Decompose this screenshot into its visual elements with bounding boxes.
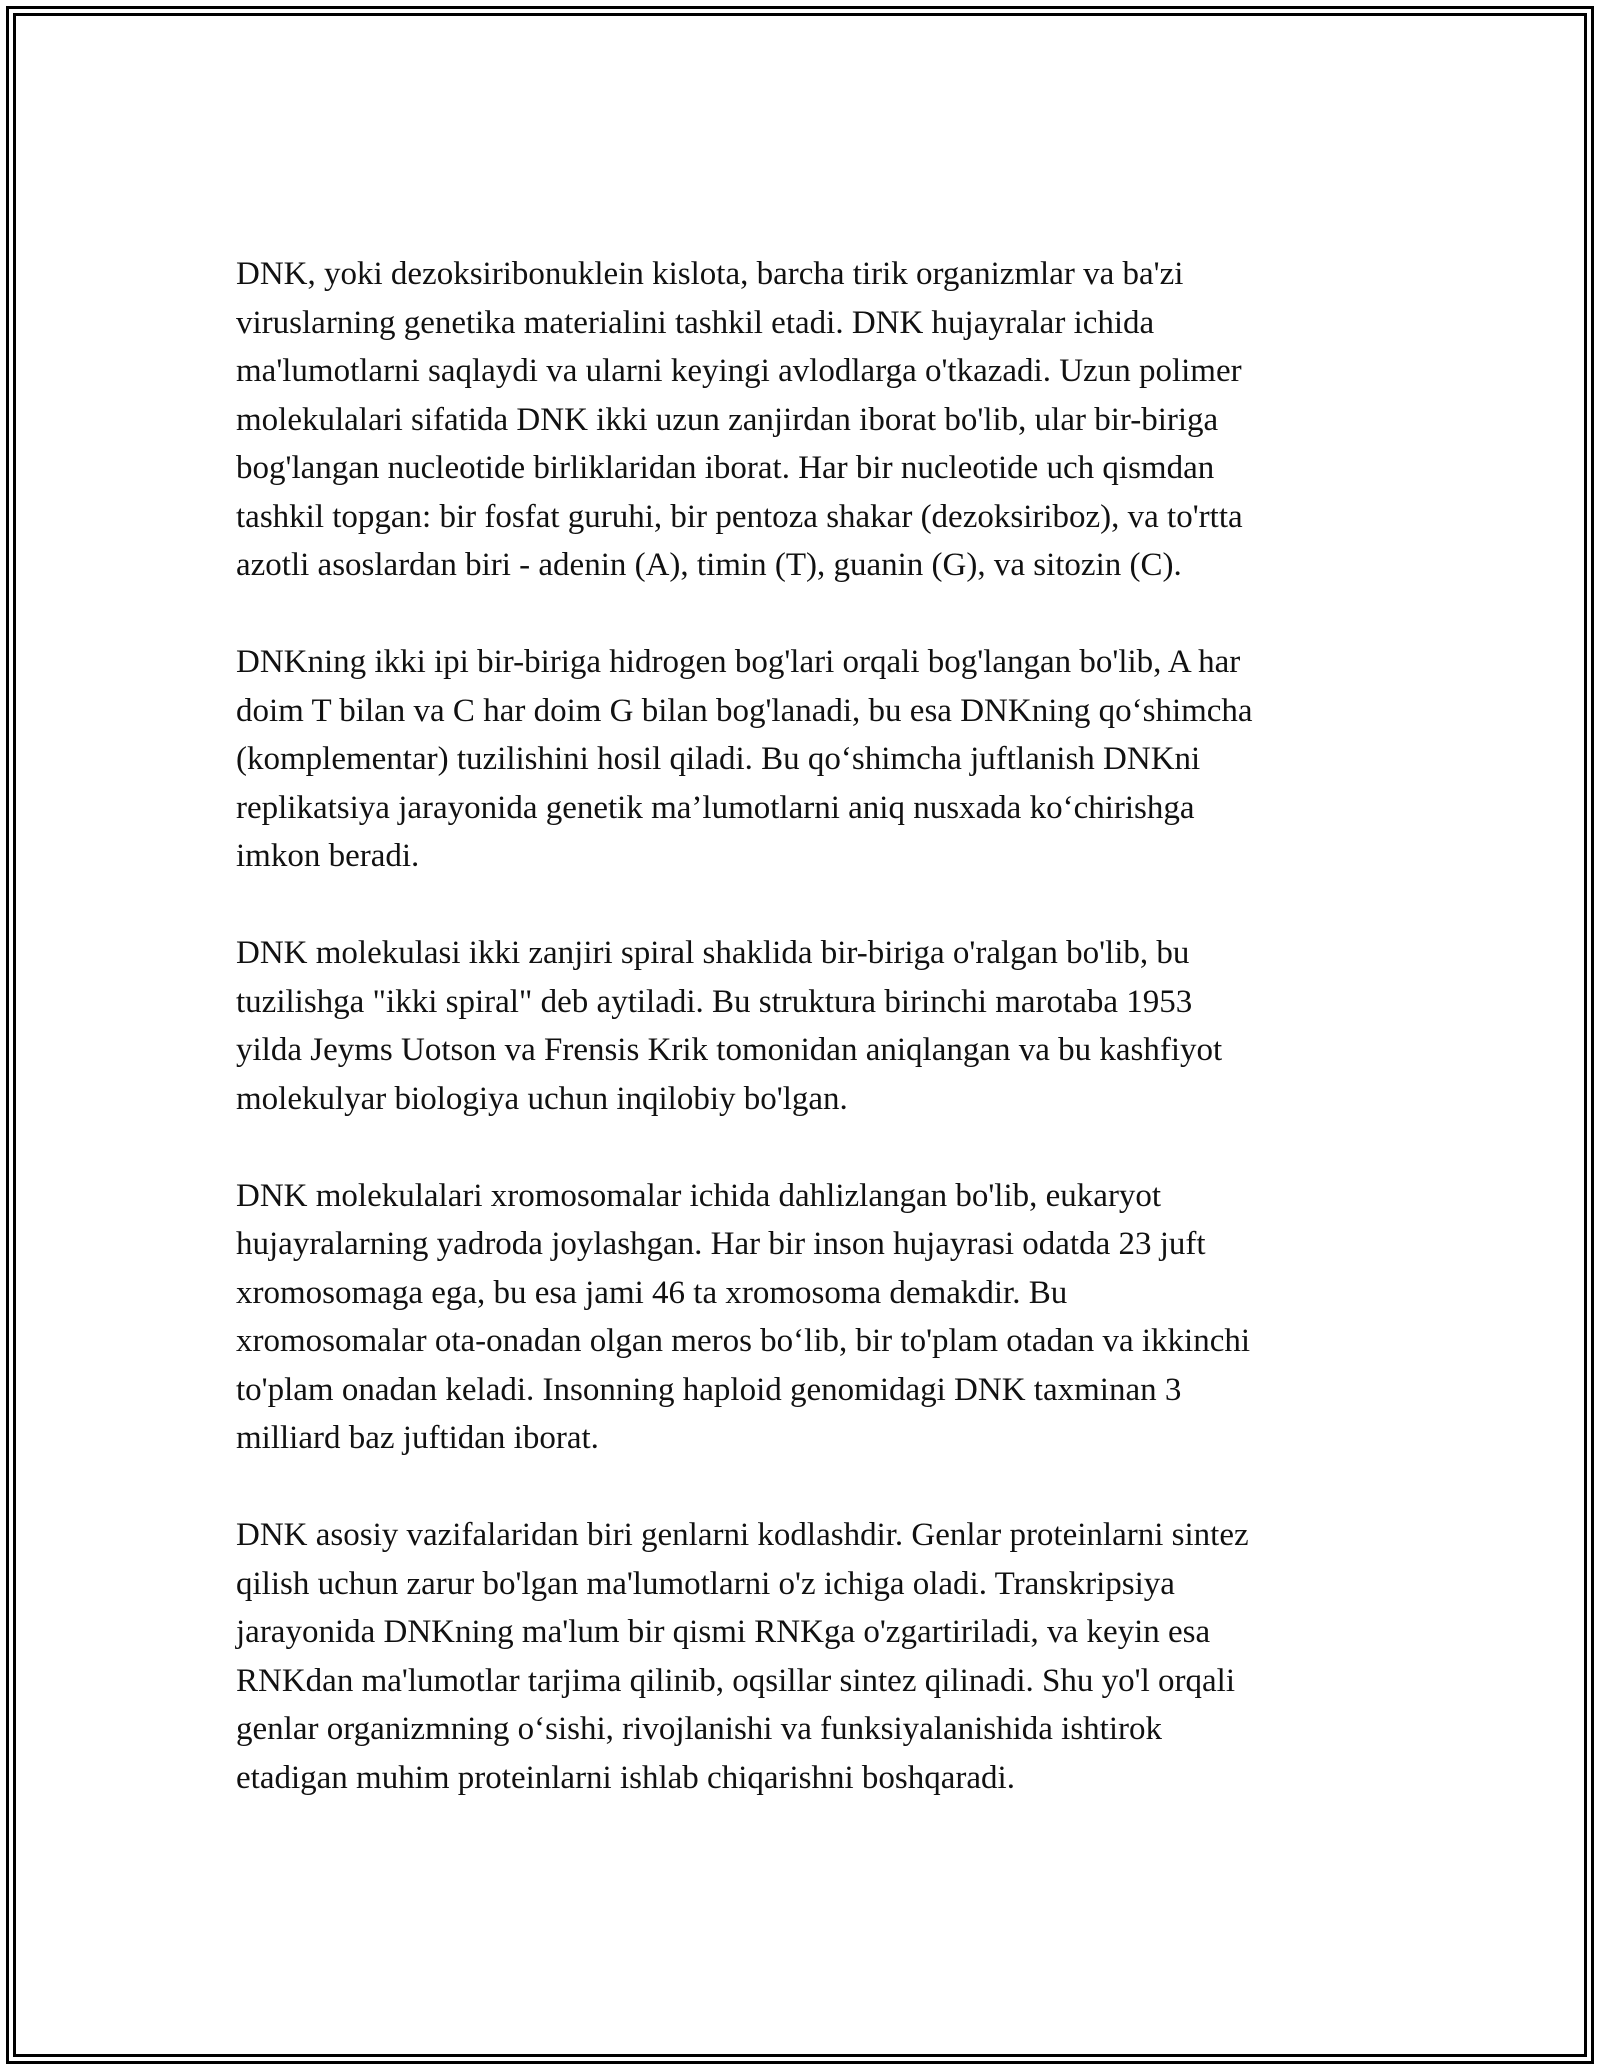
paragraph-dna-definition: DNK, yoki dezoksiribonuklein kislota, barcha tirik organizmlar va ba'zi viruslarning genetika materialini tashkil etadi. DNK hujayralar ichida ma'lumotlarni saqlaydi va ularni keyingi avlodlarga o'tkazadi. Uzun polimer molekulalari sifatida DNK ikki uzun zanjirdan iborat bo'lib, ular bir-biriga bog'langan nucleotide birliklaridan iborat. Har bir nucleotide uch qismdan tashkil topgan: bir fosfat guruhi, bir pentoza shakar (dezoksiriboz), va to'rtta azotli asoslardan biri - adenin (A), timin (T), guanin (G), va sitozin (C). — [236, 256, 1243, 583]
paragraph-base-pairing: DNKning ikki ipi bir-biriga hidrogen bog'lari orqali bog'langan bo'lib, A har doim T bilan va C har doim G bilan bog'lanadi, bu esa DNKning qo‘shimcha (komplementar) tuzilishini hosil qiladi. Bu qo‘shimcha juftlanish DNKni replikatsiya jarayonida genetik ma’lumotlarni aniq nusxada ko‘chirishga imkon beradi. — [236, 644, 1253, 874]
paragraph-double-helix: DNK molekulasi ikki zanjiri spiral shaklida bir-biriga o'ralgan bo'lib, bu tuzilishga "ikki spiral" deb aytiladi. Bu struktura birinchi marotaba 1953 yilda Jeyms Uotson va Frensis Krik tomonidan aniqlangan va bu kashfiyot molekulyar biologiya uchun inqilobiy bo'lgan. — [236, 935, 1223, 1117]
paragraph-chromosomes: DNK molekulalari xromosomalar ichida dahlizlangan bo'lib, eukaryot hujayralarning yadroda joylashgan. Har bir inson hujayrasi odatda 23 juft xromosomaga ega, bu esa jami 46 ta xromosoma demakdir. Bu xromosomalar ota-onadan olgan meros bo‘lib, bir to'plam otadan va ikkinchi to'plam onadan keladi. Insonning haploid genomidagi DNK taxminan 3 milliard baz juftidan iborat. — [236, 1177, 1251, 1456]
paragraph-gene-function: DNK asosiy vazifalaridan biri genlarni kodlashdir. Genlar proteinlarni sintez qilish uchun zarur bo'lgan ma'lumotlarni o'z ichiga oladi. Transkripsiya jarayonida DNKning ma'lum bir qismi RNKga o'zgartiriladi, va keyin esa RNKdan ma'lumotlar tarjima qilinib, oqsillar sintez qilinadi. Shu yo'l orqali genlar organizmning o‘sishi, rivojlanishi va funksiyalanishida ishtirok etadigan muhim proteinlarni ishlab chiqarishni boshqaradi. — [236, 1517, 1249, 1796]
document-body — [236, 250, 1376, 1851]
